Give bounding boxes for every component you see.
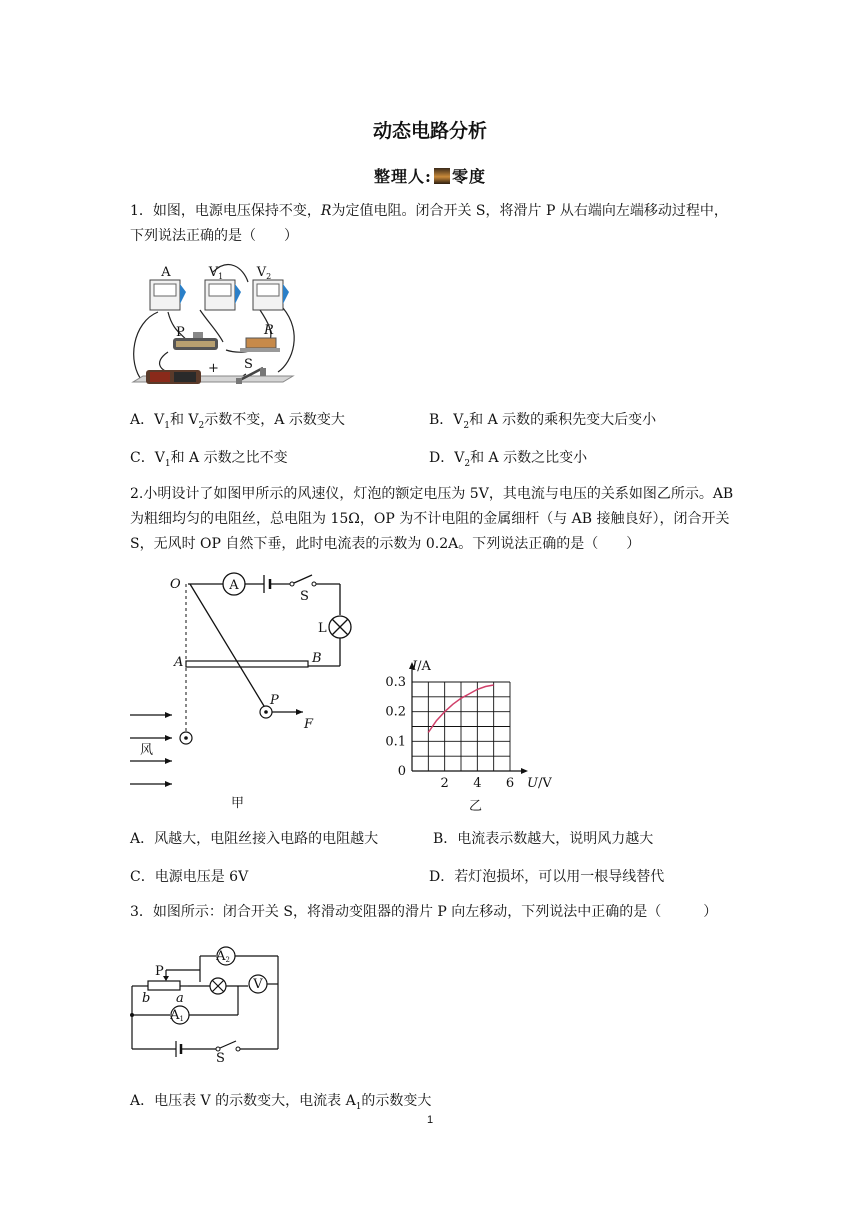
svg-text:A: A — [229, 578, 239, 593]
rheostat — [148, 981, 180, 990]
iv-chart — [372, 652, 572, 818]
svg-text:a: a — [176, 991, 184, 1006]
svg-text:A: A — [174, 655, 184, 670]
page-number: 1 — [426, 1114, 434, 1126]
q2-option-a[interactable]: A．风越大，电阻丝接入电路的电阻越大 — [130, 831, 379, 847]
q1-fig-label-plus: + — [208, 361, 219, 376]
author-prefix: 整理人: — [374, 167, 432, 186]
q1-option-c[interactable]: C．$V_1$和 A 示数之比不变 — [130, 450, 288, 469]
x-tick-label: 2 — [440, 776, 449, 791]
switch-icon — [220, 1041, 236, 1048]
y-tick-label: 0 — [397, 764, 406, 779]
x-tick-label: 6 — [505, 776, 515, 791]
iv-ylabel: I/A — [412, 659, 431, 674]
svg-text:L: L — [318, 621, 327, 636]
q2-option-b[interactable]: B．电流表示数越大，说明风力越大 — [433, 831, 654, 847]
q1-circuit-figure — [128, 262, 298, 396]
q1-fig-label-S: S — [244, 357, 253, 372]
q1-fig-label-P: P — [176, 325, 185, 340]
q1-stem — [130, 199, 740, 249]
q2-stem: 2.小明设计了如图甲所示的风速仪，灯泡的额定电压为 5V，其电流与电压的关系如图乙所示。AB 为粗细均匀的电阻丝，总电阻为 15Ω，OP 为不计电阻的金属细杆（与 AB 接触良好），闭合开关 S，无风时 OP 自然下垂，此时电流表的示数为 0.2A。下列说法正确的是（ ） — [130, 486, 734, 552]
q3-stem: 3．如图所示：闭合开关 S，将滑动变阻器的滑片 P 向左移动，下列说法中正确的是（ ） — [130, 904, 718, 920]
metal-rod-OP — [190, 584, 264, 706]
wind-speed-circuit-diagram — [128, 566, 368, 816]
svg-text:S: S — [300, 589, 309, 604]
page-title: 动态电路分析 — [372, 120, 487, 142]
q3-option-a[interactable]: A．电压表 V 的示数变大，电流表 $A_1$的示数变大 — [130, 1093, 432, 1112]
q1-fig-label-V1: $V_1$ — [208, 265, 224, 281]
q1-stem-part1: 1．如图，电源电压保持不变， — [130, 203, 321, 219]
q1-fig-label-R: R — [264, 323, 274, 338]
q1-option-b[interactable]: B．$V_2$和 A 示数的乘积先变大后变小 — [429, 412, 657, 431]
resistance-wire-AB — [186, 661, 308, 667]
svg-text:F: F — [304, 717, 314, 732]
q1-stem-part2: 为定值电阻。闭合开关 S，将滑片 P 从右端向左端移动过程中，下列说法正确的是（ ） — [130, 203, 728, 244]
x-tick-label: 4 — [473, 776, 482, 791]
y-tick-label: 0.2 — [385, 704, 406, 720]
author-avatar-icon — [434, 168, 450, 184]
q1-option-d[interactable]: D．$V_2$和 A 示数之比变小 — [429, 450, 588, 469]
svg-text:S: S — [216, 1051, 225, 1066]
switch-icon — [294, 575, 312, 583]
q1-stem-R: R — [320, 203, 332, 219]
svg-text:b: b — [142, 991, 151, 1006]
q2-option-c[interactable]: C．电源电压是 6V — [130, 869, 249, 885]
iv-caption: 乙 — [469, 799, 483, 814]
q3-circuit-figure — [128, 938, 288, 1066]
q1-circuit-photo — [128, 262, 298, 392]
svg-text:P: P — [270, 693, 279, 708]
q1-fig-label-A: A — [161, 265, 171, 280]
q2-figure-yi — [372, 652, 572, 822]
y-tick-label: 0.3 — [385, 675, 406, 690]
author-line — [0, 164, 860, 187]
iv-xlabel: U/V — [527, 776, 552, 791]
author-name: 零度 — [451, 167, 486, 186]
svg-text:A2: A2 — [216, 949, 230, 964]
q1-option-a[interactable]: A．$V_1$和 $V_2$示数不变，A 示数变大 — [130, 412, 345, 431]
svg-text:A1: A1 — [170, 1008, 184, 1023]
svg-text:O: O — [170, 577, 181, 592]
svg-text:甲: 甲 — [231, 796, 245, 811]
svg-text:风: 风 — [140, 743, 154, 758]
q2-figure-jia — [128, 566, 368, 820]
svg-text:V: V — [253, 977, 263, 992]
q2-option-d[interactable]: D．若灯泡损坏，可以用一根导线替代 — [429, 869, 665, 885]
y-tick-label: 0.1 — [385, 734, 406, 750]
q1-fig-label-V2: $V_2$ — [256, 265, 272, 281]
svg-text:B: B — [312, 651, 322, 666]
q3-circuit-diagram — [128, 938, 288, 1066]
svg-text:P: P — [155, 964, 164, 979]
